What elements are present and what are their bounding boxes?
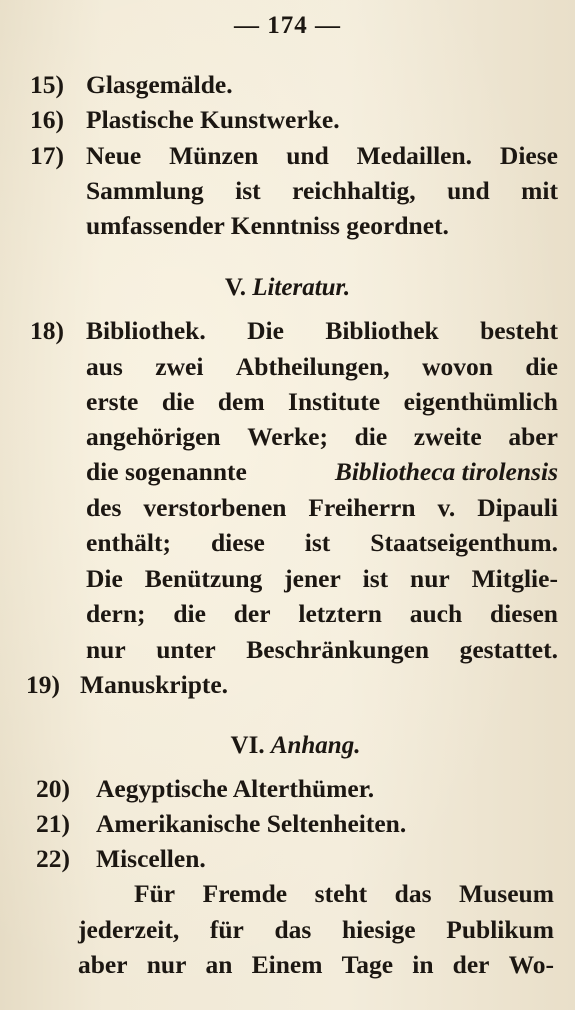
section-numeral: VI. — [230, 732, 265, 759]
section-title: Anhang. — [270, 732, 361, 759]
word: Dipauli — [477, 493, 558, 522]
word: Beschränkungen — [246, 635, 430, 664]
word: jener — [284, 564, 341, 593]
text-line: die sogenannte — [86, 457, 247, 486]
word: Die — [247, 316, 284, 345]
word: Werke; — [247, 422, 328, 451]
word: Sammlung — [86, 176, 204, 205]
word: das — [394, 879, 432, 908]
item-number: 16) — [30, 105, 64, 134]
word: Diese — [499, 141, 558, 170]
word: für — [209, 915, 244, 944]
word: Einem — [251, 950, 323, 979]
paragraph-line — [78, 917, 554, 943]
word: aus — [86, 352, 123, 381]
item-text-line — [86, 424, 558, 450]
item-number: 19) — [26, 670, 60, 699]
item-text-line: umfassender Kenntniss geordnet. — [86, 211, 449, 240]
word: v. — [437, 493, 456, 522]
paragraph-line — [78, 952, 554, 978]
word: Institute — [288, 387, 381, 416]
word: die — [161, 387, 195, 416]
word: besteht — [480, 316, 558, 345]
word: Bibliothek. — [86, 316, 206, 345]
section-heading — [0, 733, 575, 758]
item-text-line — [86, 637, 558, 663]
item-text: Manuskripte. — [80, 670, 229, 699]
section-numeral: V. — [224, 274, 246, 301]
page-number: — 174 — — [234, 12, 341, 39]
word: Tage — [341, 950, 394, 979]
word: die — [354, 422, 388, 451]
item-text-line — [86, 318, 558, 344]
word: auch — [409, 599, 463, 628]
word: Fremde — [202, 879, 288, 908]
word: dern; — [86, 599, 146, 628]
item-text-line — [86, 178, 558, 204]
paragraph-line — [134, 881, 554, 907]
word: aber — [508, 422, 558, 451]
word: diesen — [489, 599, 558, 628]
item-text: Glasgemälde. — [86, 70, 233, 99]
item-text: Plastische Kunstwerke. — [86, 105, 340, 134]
word: Wo- — [508, 950, 554, 979]
word: unter — [156, 635, 216, 664]
item-number: 18) — [30, 316, 64, 345]
word: reichhaltig, — [292, 176, 416, 205]
word: steht — [314, 879, 368, 908]
item-number: 17) — [30, 141, 64, 170]
word: letztern — [298, 599, 382, 628]
word: Für — [134, 879, 176, 908]
word: erste — [86, 387, 139, 416]
item-text-line — [86, 495, 558, 521]
word: Die — [86, 564, 123, 593]
word: nur — [146, 950, 187, 979]
word: zweite — [413, 422, 482, 451]
word: Neue — [86, 141, 142, 170]
item-text: Amerikanische Seltenheiten. — [96, 809, 407, 838]
item-text: Aegyptische Alterthümer. — [96, 774, 375, 803]
word: Bibliothek — [325, 316, 439, 345]
word: mit — [521, 176, 558, 205]
word: der — [452, 950, 490, 979]
word: Medaillen. — [356, 141, 473, 170]
item-text-line — [86, 566, 558, 592]
word: Freiherrn — [308, 493, 416, 522]
word: gestattet. — [459, 635, 558, 664]
item-text-line — [86, 530, 558, 556]
word: Abtheilungen, — [235, 352, 390, 381]
item-text-line — [86, 459, 558, 485]
word: ist — [304, 528, 331, 557]
item-text-line — [86, 143, 558, 169]
word: Publikum — [446, 915, 554, 944]
word: nur — [86, 635, 126, 664]
word: Benützung — [144, 564, 263, 593]
word: jederzeit, — [78, 915, 180, 944]
word: die — [173, 599, 206, 628]
section-title: Literatur. — [252, 274, 351, 301]
word: an — [205, 950, 233, 979]
item-number: 22) — [36, 844, 70, 873]
word: wovon — [422, 352, 493, 381]
word: dem — [217, 387, 265, 416]
section-heading — [0, 275, 575, 300]
word: verstorbenen — [143, 493, 287, 522]
word: eigenthümlich — [403, 387, 558, 416]
item-text-line — [86, 601, 558, 627]
word: hiesige — [341, 915, 416, 944]
word: und — [447, 176, 490, 205]
word: des — [86, 493, 122, 522]
word: in — [412, 950, 434, 979]
word: angehörigen — [86, 422, 221, 451]
word: zwei — [155, 352, 204, 381]
word: Museum — [459, 879, 554, 908]
word: das — [274, 915, 312, 944]
word: diese — [210, 528, 265, 557]
word: und — [286, 141, 329, 170]
item-text-line — [86, 354, 558, 380]
word: aber — [78, 950, 128, 979]
word: enthält; — [86, 528, 171, 557]
word: Staatseigenthum. — [370, 528, 558, 557]
word: Münzen — [169, 141, 259, 170]
item-text: Miscellen. — [96, 844, 206, 873]
word: ist — [362, 564, 389, 593]
item-text-line — [86, 389, 558, 415]
italic-title: Bibliotheca tirolensis — [334, 457, 558, 486]
word: ist — [235, 176, 261, 205]
word: Mitglie- — [471, 564, 558, 593]
word: nur — [410, 564, 450, 593]
item-number: 20) — [36, 774, 70, 803]
word: der — [233, 599, 271, 628]
item-number: 21) — [36, 809, 70, 838]
item-number: 15) — [30, 70, 64, 99]
word: die — [525, 352, 558, 381]
